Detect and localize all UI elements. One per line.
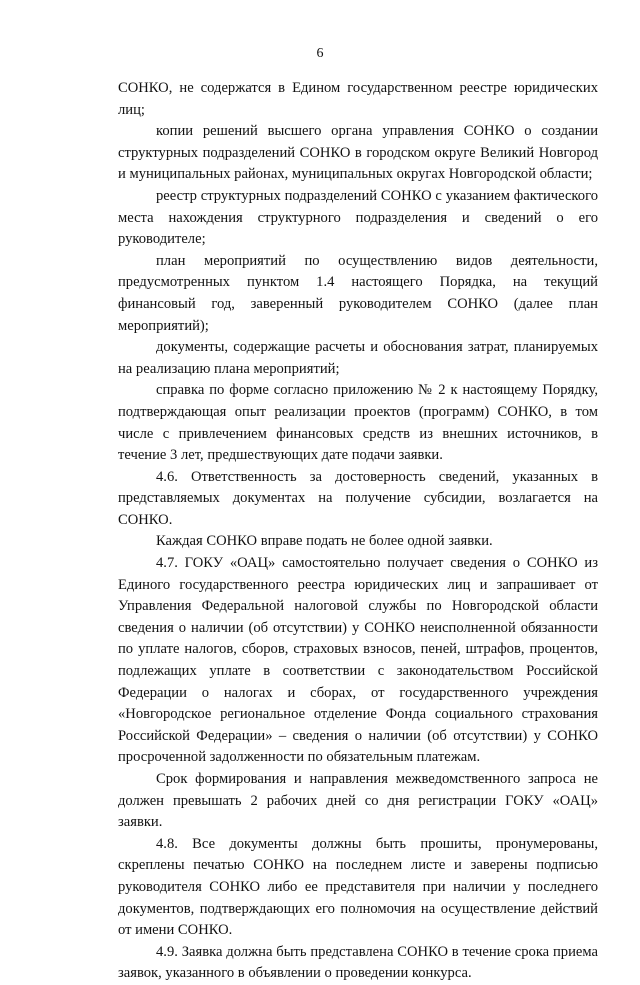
paragraph-action-plan: план мероприятий по осуществлению видов деятельности, предусмотренных пунктом 1.4 настоящего Порядка, на текущий финансовый год, заверенный руководителем СОНКО (далее план мероприятий);: [118, 252, 598, 334]
paragraph-4-6: 4.6. Ответственность за достоверность сведений, указанных в представляемых документах на получение субсидии, возлагается на СОНКО.: [118, 468, 598, 528]
paragraph-experience-certificate: справка по форме согласно приложению № 2 к настоящему Порядку, подтверждающая опыт реализации проектов (программ) СОНКО, в том числе с привлечением финансовых средств из внешних источников, в течение 3 лет, предшествующих дате подачи заявки.: [118, 382, 598, 464]
paragraph-continuation: СОНКО, не содержатся в Едином государственном реестре юридических лиц;: [118, 80, 598, 118]
document-body: [118, 78, 598, 985]
paragraph-cost-calculations: документы, содержащие расчеты и обоснования затрат, планируемых на реализацию плана мероприятий;: [118, 339, 598, 377]
paragraph-4-9: 4.9. Заявка должна быть представлена СОНКО в течение срока приема заявок, указанного в объявлении о проведении конкурса.: [118, 943, 598, 982]
paragraph-4-7: 4.7. ГОКУ «ОАЦ» самостоятельно получает сведения о СОНКО из Единого государственного реестра юридических лиц и запрашивает от Управления Федеральной налоговой службы по Новгородской области сведения о наличии (об отсутствии) у СОНКО неисполненной обязанности по уплате налогов, сборов, страховых взносов, пеней, штрафов, процентов, подлежащих уплате в соответствии с законодательством Российской Федерации о налогах и сборах, от государственного учреждения «Новгородское региональное отделение Фонда социального страхования Российской Федерации» – сведения о наличии (об отсутствии) у СОНКО просроченной задолженности по обязательным платежам.: [118, 555, 598, 766]
paragraph-request-deadline: Срок формирования и направления межведомственного запроса не должен превышать 2 рабочих дней со дня регистрации ГОКУ «ОАЦ» заявки.: [118, 771, 598, 831]
page-number: 6: [316, 46, 324, 61]
paragraph-decisions-copies: копии решений высшего органа управления СОНКО о создании структурных подразделений СОНКО в городском округе Великий Новгород и муниципальных районах, муниципальных округах Новгородской области;: [118, 123, 598, 183]
paragraph-subdivisions-registry: реестр структурных подразделений СОНКО с указанием фактического места нахождения структурного подразделения и сведений о его руководителе;: [118, 187, 598, 248]
paragraph-4-8: 4.8. Все документы должны быть прошиты, пронумерованы, скреплены печатью СОНКО на последнем листе и заверены подписью руководителя СОНКО либо ее представителя при наличии у последнего документов, подтверждающих его полномочия на осуществление действий от имени СОНКО.: [118, 835, 598, 939]
paragraph-one-application: Каждая СОНКО вправе подать не более одной заявки.: [156, 533, 493, 550]
